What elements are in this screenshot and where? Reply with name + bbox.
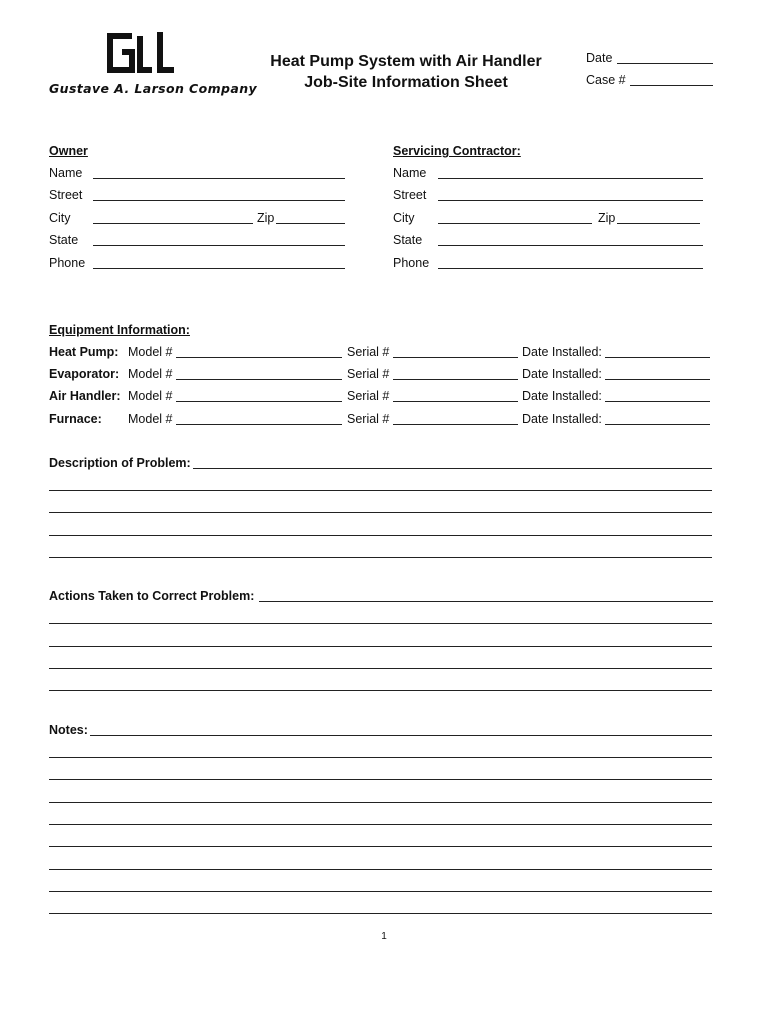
equipment-row-label: Air Handler:	[49, 389, 121, 403]
owner-zip-field[interactable]	[276, 223, 345, 224]
notes-line[interactable]	[49, 846, 712, 847]
notes-line[interactable]	[49, 891, 712, 892]
notes-line[interactable]	[49, 779, 712, 780]
contractor-name-label: Name	[393, 166, 427, 180]
contractor-street-label: Street	[393, 188, 427, 202]
description-line[interactable]	[49, 557, 712, 558]
model-field[interactable]	[176, 379, 342, 380]
owner-city-field[interactable]	[93, 223, 253, 224]
contractor-phone-label: Phone	[393, 256, 430, 270]
date-installed-field[interactable]	[605, 379, 710, 380]
contractor-street-field[interactable]	[438, 200, 703, 201]
serial-label: Serial #	[347, 345, 390, 359]
owner-street-field[interactable]	[93, 200, 345, 201]
actions-line[interactable]	[49, 690, 712, 691]
serial-label: Serial #	[347, 367, 390, 381]
description-line[interactable]	[49, 512, 712, 513]
form-title: Heat Pump System with Air Handler	[270, 53, 542, 70]
equipment-heading: Equipment Information:	[49, 323, 190, 337]
contractor-phone-field[interactable]	[438, 268, 703, 269]
model-label: Model #	[128, 367, 173, 381]
date-installed-label: Date Installed:	[522, 367, 602, 381]
description-line[interactable]	[49, 490, 712, 491]
date-installed-label: Date Installed:	[522, 345, 602, 359]
model-label: Model #	[128, 345, 173, 359]
actions-line[interactable]	[49, 668, 712, 669]
actions-line[interactable]	[49, 646, 712, 647]
date-installed-field[interactable]	[605, 424, 710, 425]
model-field[interactable]	[176, 424, 342, 425]
contractor-state-label: State	[393, 233, 423, 247]
date-installed-label: Date Installed:	[522, 412, 602, 426]
case-label: Case #	[586, 73, 626, 87]
owner-name-label: Name	[49, 166, 83, 180]
contractor-city-label: City	[393, 211, 415, 225]
date-label: Date	[586, 51, 613, 65]
notes-line[interactable]	[49, 869, 712, 870]
equipment-row-label: Furnace:	[49, 412, 102, 426]
date-installed-field[interactable]	[605, 357, 710, 358]
serial-label: Serial #	[347, 389, 390, 403]
description-line-first[interactable]	[193, 468, 712, 469]
date-installed-label: Date Installed:	[522, 389, 602, 403]
owner-city-label: City	[49, 211, 71, 225]
owner-name-field[interactable]	[93, 178, 345, 179]
equipment-row-label: Evaporator:	[49, 367, 120, 381]
contractor-heading: Servicing Contractor:	[393, 144, 521, 158]
notes-line[interactable]	[49, 913, 712, 914]
contractor-state-field[interactable]	[438, 245, 703, 246]
owner-state-label: State	[49, 233, 79, 247]
owner-zip-label: Zip	[257, 211, 275, 225]
notes-line[interactable]	[49, 757, 712, 758]
model-field[interactable]	[176, 401, 342, 402]
description-label: Description of Problem:	[49, 456, 191, 470]
model-label: Model #	[128, 412, 173, 426]
owner-street-label: Street	[49, 188, 83, 202]
serial-field[interactable]	[393, 424, 518, 425]
actions-line[interactable]	[49, 623, 712, 624]
form-subtitle: Job-Site Information Sheet	[304, 74, 508, 91]
date-installed-field[interactable]	[605, 401, 710, 402]
model-label: Model #	[128, 389, 173, 403]
case-field[interactable]	[630, 85, 713, 86]
description-line[interactable]	[49, 535, 712, 536]
contractor-zip-field[interactable]	[617, 223, 700, 224]
notes-line[interactable]	[49, 824, 712, 825]
owner-phone-label: Phone	[49, 256, 86, 270]
actions-label: Actions Taken to Correct Problem:	[49, 589, 255, 603]
serial-field[interactable]	[393, 401, 518, 402]
notes-line[interactable]	[49, 802, 712, 803]
serial-field[interactable]	[393, 357, 518, 358]
actions-line-first[interactable]	[259, 601, 713, 602]
serial-label: Serial #	[347, 412, 390, 426]
equipment-row-label: Heat Pump:	[49, 345, 119, 359]
company-logo	[104, 30, 176, 76]
company-name: Gustave A. Larson Company	[49, 81, 258, 96]
model-field[interactable]	[176, 357, 342, 358]
contractor-zip-label: Zip	[598, 211, 616, 225]
contractor-name-field[interactable]	[438, 178, 703, 179]
date-field[interactable]	[617, 63, 713, 64]
page-number: 1	[381, 931, 387, 942]
owner-state-field[interactable]	[93, 245, 345, 246]
serial-field[interactable]	[393, 379, 518, 380]
contractor-city-field[interactable]	[438, 223, 592, 224]
owner-phone-field[interactable]	[93, 268, 345, 269]
owner-heading: Owner	[49, 144, 88, 158]
notes-line-first[interactable]	[90, 735, 712, 736]
notes-label: Notes:	[49, 723, 88, 737]
